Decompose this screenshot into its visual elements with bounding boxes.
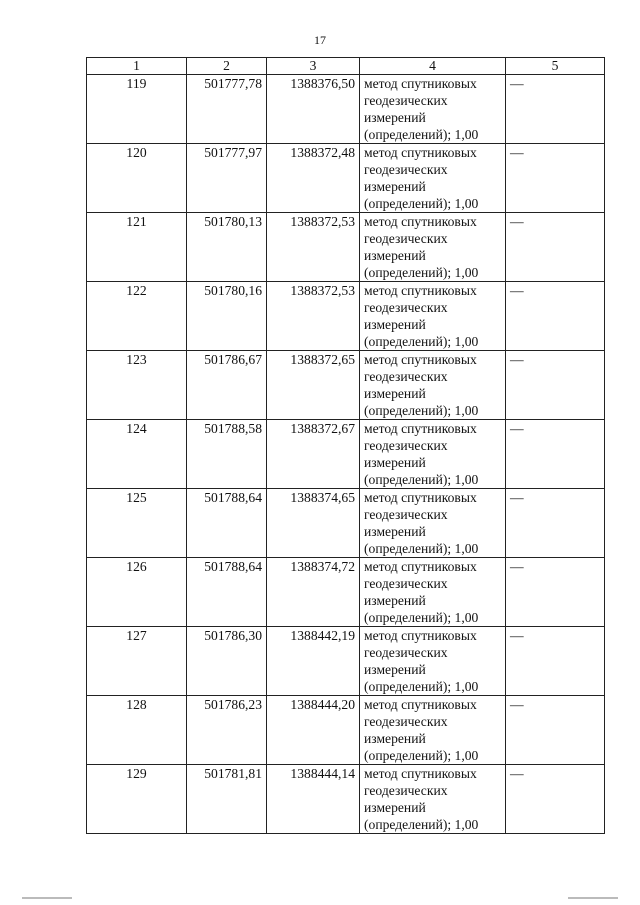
point-number-cell: 125 — [87, 489, 187, 558]
y-coordinate-cell: 1388372,65 — [267, 351, 360, 420]
point-number-cell: 129 — [87, 765, 187, 834]
method-cell: метод спутниковых геодезических измерений (определений); 1,00 — [360, 489, 506, 558]
point-number-cell: 126 — [87, 558, 187, 627]
point-number-cell: 121 — [87, 213, 187, 282]
method-cell: метод спутниковых геодезических измерений (определений); 1,00 — [360, 75, 506, 144]
x-coordinate-cell: 501786,67 — [187, 351, 267, 420]
column-header: 5 — [506, 58, 605, 75]
x-coordinate-cell: 501788,58 — [187, 420, 267, 489]
x-coordinate-cell: 501786,23 — [187, 696, 267, 765]
x-coordinate-cell: 501788,64 — [187, 489, 267, 558]
y-coordinate-cell: 1388374,72 — [267, 558, 360, 627]
y-coordinate-cell: 1388372,53 — [267, 213, 360, 282]
x-coordinate-cell: 501788,64 — [187, 558, 267, 627]
note-cell: — — [506, 489, 605, 558]
note-cell: — — [506, 351, 605, 420]
note-cell: — — [506, 696, 605, 765]
y-coordinate-cell: 1388444,14 — [267, 765, 360, 834]
note-cell: — — [506, 144, 605, 213]
note-cell: — — [506, 282, 605, 351]
y-coordinate-cell: 1388374,65 — [267, 489, 360, 558]
point-number-cell: 123 — [87, 351, 187, 420]
method-cell: метод спутниковых геодезических измерений (определений); 1,00 — [360, 558, 506, 627]
note-cell: — — [506, 75, 605, 144]
method-cell: метод спутниковых геодезических измерений (определений); 1,00 — [360, 282, 506, 351]
coordinates-table — [86, 57, 605, 834]
point-number-cell: 120 — [87, 144, 187, 213]
note-cell: — — [506, 420, 605, 489]
table-row — [87, 696, 605, 765]
point-number-cell: 119 — [87, 75, 187, 144]
page-number: 17 — [314, 33, 326, 47]
note-cell: — — [506, 213, 605, 282]
table-header-row — [87, 58, 605, 75]
method-cell: метод спутниковых геодезических измерений (определений); 1,00 — [360, 765, 506, 834]
table-body — [87, 75, 605, 834]
point-number-cell: 124 — [87, 420, 187, 489]
x-coordinate-cell: 501780,16 — [187, 282, 267, 351]
table-row — [87, 627, 605, 696]
table-row — [87, 489, 605, 558]
y-coordinate-cell: 1388442,19 — [267, 627, 360, 696]
table-row — [87, 213, 605, 282]
y-coordinate-cell: 1388372,53 — [267, 282, 360, 351]
method-cell: метод спутниковых геодезических измерений (определений); 1,00 — [360, 627, 506, 696]
point-number-cell: 122 — [87, 282, 187, 351]
method-cell: метод спутниковых геодезических измерений (определений); 1,00 — [360, 213, 506, 282]
x-coordinate-cell: 501777,97 — [187, 144, 267, 213]
y-coordinate-cell: 1388444,20 — [267, 696, 360, 765]
table-row — [87, 351, 605, 420]
point-number-cell: 128 — [87, 696, 187, 765]
point-number-cell: 127 — [87, 627, 187, 696]
y-coordinate-cell: 1388376,50 — [267, 75, 360, 144]
method-cell: метод спутниковых геодезических измерений (определений); 1,00 — [360, 420, 506, 489]
note-cell: — — [506, 558, 605, 627]
method-cell: метод спутниковых геодезических измерений (определений); 1,00 — [360, 696, 506, 765]
column-header: 2 — [187, 58, 267, 75]
table-row — [87, 282, 605, 351]
table-row — [87, 144, 605, 213]
x-coordinate-cell: 501786,30 — [187, 627, 267, 696]
method-cell: метод спутниковых геодезических измерений (определений); 1,00 — [360, 351, 506, 420]
method-cell: метод спутниковых геодезических измерений (определений); 1,00 — [360, 144, 506, 213]
scan-artifact-right — [568, 897, 618, 899]
table-row — [87, 420, 605, 489]
y-coordinate-cell: 1388372,67 — [267, 420, 360, 489]
note-cell: — — [506, 627, 605, 696]
table-row — [87, 558, 605, 627]
x-coordinate-cell: 501780,13 — [187, 213, 267, 282]
note-cell: — — [506, 765, 605, 834]
column-header: 3 — [267, 58, 360, 75]
scan-artifact-left — [22, 897, 72, 899]
table-row — [87, 765, 605, 834]
column-header: 4 — [360, 58, 506, 75]
table-row — [87, 75, 605, 144]
x-coordinate-cell: 501781,81 — [187, 765, 267, 834]
y-coordinate-cell: 1388372,48 — [267, 144, 360, 213]
column-header: 1 — [87, 58, 187, 75]
x-coordinate-cell: 501777,78 — [187, 75, 267, 144]
